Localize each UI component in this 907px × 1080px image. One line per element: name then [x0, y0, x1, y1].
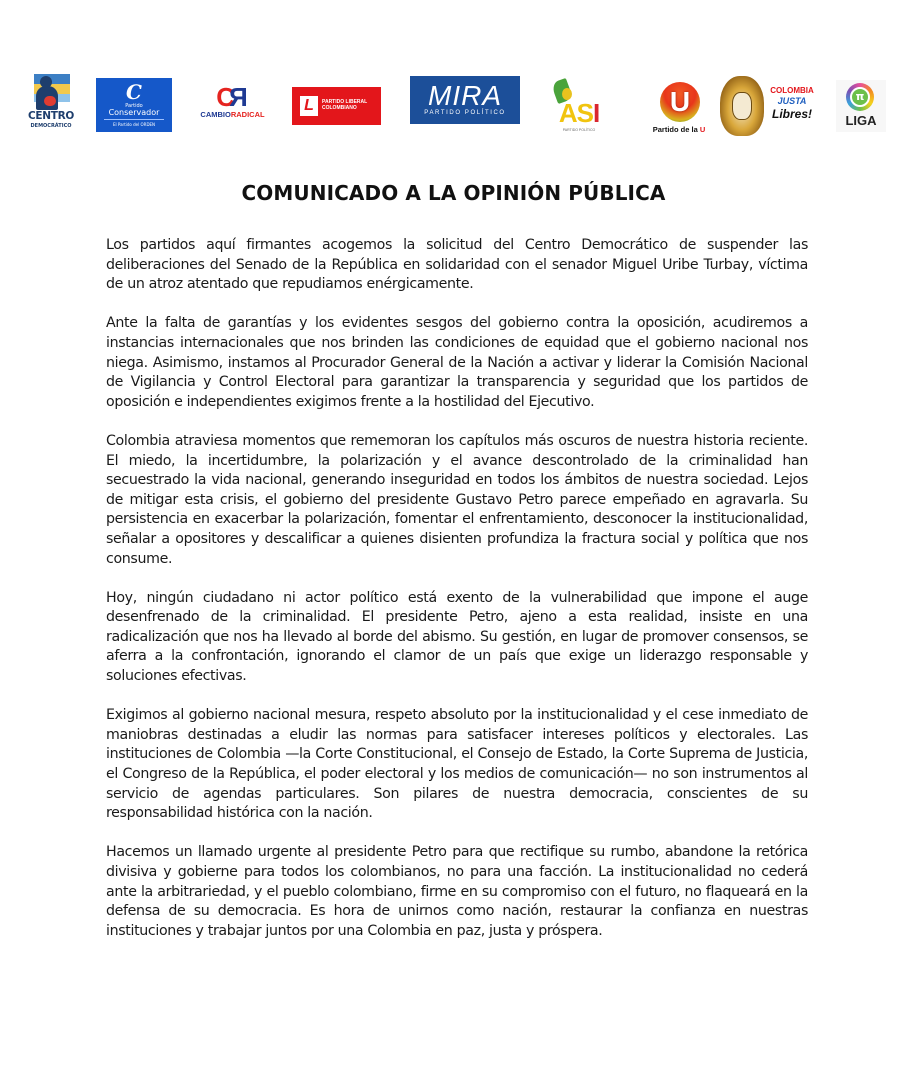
logo-partido-de-la-u: U Partido de la U — [648, 82, 710, 140]
party-logos-header — [0, 0, 907, 150]
document-title: COMUNICADO A LA OPINIÓN PÚBLICA — [241, 181, 666, 205]
paragraph: Colombia atraviesa momentos que rememoran los capítulos más oscuros de nuestra historia reciente. El miedo, la incertidumbre, la polarización y el avance descontrolado de la criminalidad han secuestrado la vida nacional, generando inseguridad en todos los ámbitos de nuestra sociedad. Lejos de mitigar esta crisis, el gobierno del presidente Gustavo Petro parece empeñado en agravarla. Su persistencia en exacerbar la polarización, fomentar el enfrentamiento, desconocer la institucionalidad, señalar a opositores y descalificar a quienes disienten profundiza la fractura social y política que nos consume. — [106, 432, 808, 567]
logo-partido-conservador: C Partido Conservador El Partido del ORDEN — [96, 78, 172, 132]
logo-partido-liberal: L PARTIDO LIBERAL COLOMBIANO — [292, 87, 381, 125]
paragraph: Hoy, ningún ciudadano ni actor político está exento de la vulnerabilidad que impone el auge desenfrenado de la criminalidad. El presidente Petro, ajeno a esta realidad, insiste en una radicalización que nos ha llevado al borde del abismo. Su gestión, en lugar de promover consensos, se aferra a la confrontación, ignorando el clamor de un país que exige un liderazgo responsable y soluciones efectivas. — [106, 589, 808, 685]
logo-centro-democratico: CENTRO DEMOCRÁTICO — [26, 72, 76, 132]
paragraph: Exigimos al gobierno nacional mesura, respeto absoluto por la institucionalidad y el cese inmediato de maniobras destinadas a eludir las normas para satisfacer intereses políticos y electorales. Las instituciones de Colombia —la Corte Constitucional, el Consejo de Estado, la Corte Suprema de Justicia, el Congreso de la República, el poder electoral y los medios de comunicación— no son instrumentos al servicio de agendas particulares. Son pilares de nuestra democracia, conscientes de su responsabilidad histórica con la nación. — [106, 707, 808, 822]
logo-asi: ASI PARTIDO POLÍTICO — [548, 78, 606, 136]
document-body — [106, 236, 808, 961]
paragraph: Ante la falta de garantías y los evidentes sesgos del gobierno contra la oposición, acudiremos a instancias internacionales que nos brinden las condiciones de equidad que el gobierno nacional nos niega. Asimismo, instamos al Procurador General de la Nación a activar y liderar la Comisión Nacional de Vigilancia y Control Electoral para garantizar la transparencia y seguridad que los partidos de oposición e independientes exigimos frente a la hostilidad del Ejecutivo. — [106, 315, 808, 410]
pi-icon: π — [850, 87, 870, 107]
logo-colombia-justa-libres: COLOMBIA JUSTA Libres! — [718, 74, 822, 140]
paragraph: Hacemos un llamado urgente al presidente Petro para que rectifique su rumbo, abandone la retórica divisiva y gobierne para todos los colombianos, no para una facción. La institucionalidad no cederá ante la arbitrariedad, y el pueblo colombiano, firme en su compromiso con el futuro, no flaqueará en la defensa de su democracia. Es hora de unirnos como nación, restaurar la confianza en nuestras instituciones y trabajar juntos por una Colombia en paz, justa y próspera. — [106, 844, 808, 939]
cambio-radical-cr-icon: CR — [216, 82, 248, 112]
conservador-c-icon: C — [126, 80, 142, 104]
paragraph: Los partidos aquí firmantes acogemos la solicitud del Centro Democrático de suspender las deliberaciones del Senado de la República en solidaridad con el senador Miguel Uribe Turbay, víctima de un atroz atentado que repudiamos enérgicamente. — [106, 237, 808, 293]
heart-icon — [44, 96, 56, 106]
logo-mira: MIRA PARTIDO POLÍTICO — [410, 76, 520, 124]
logo-liga: π LIGA — [836, 80, 886, 132]
logo-cambio-radical: CR CAMBIORADICAL — [200, 82, 265, 119]
liberal-flag-icon: L — [300, 96, 318, 116]
